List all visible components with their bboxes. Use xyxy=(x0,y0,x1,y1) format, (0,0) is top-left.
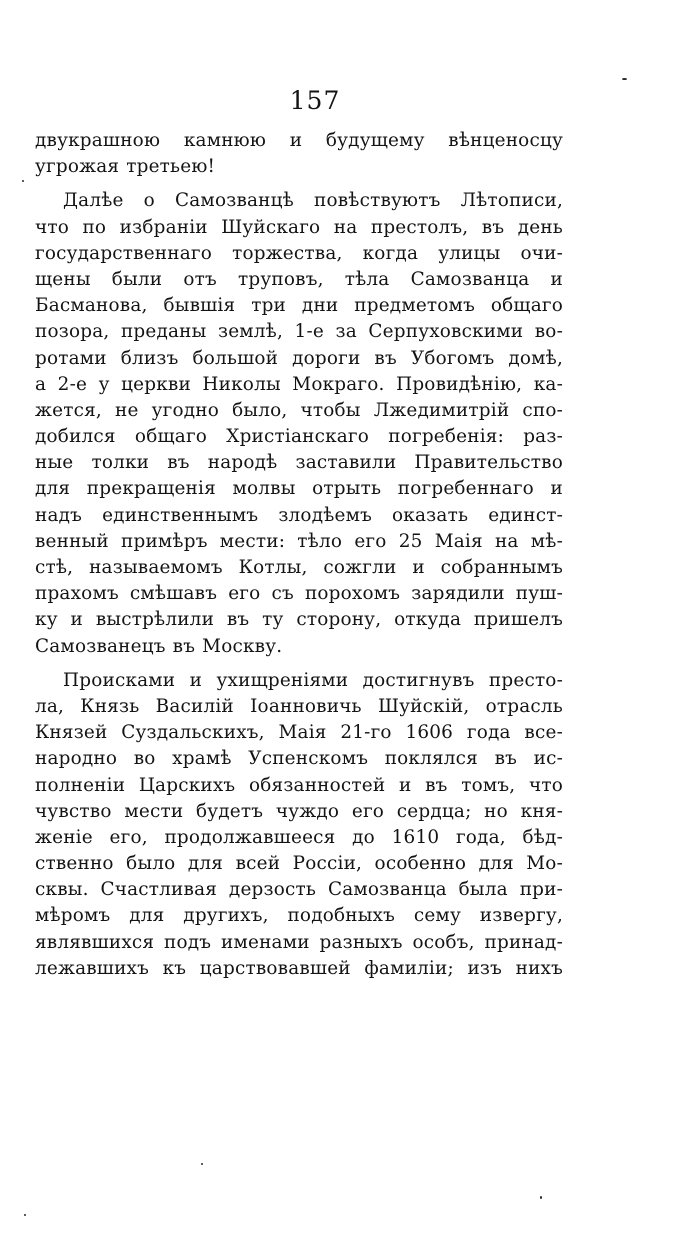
text-line: жется, не угодно было, чтобы Лжедимитрій спо- xyxy=(35,399,563,421)
text-line: Происками и ухищреніями достигнувъ престо- xyxy=(63,669,563,691)
text-line: являвшихся подъ именами разныхъ особъ, принад- xyxy=(35,931,563,953)
print-speck xyxy=(24,1214,26,1216)
text-line: Далѣе о Самозванцѣ повѣствуютъ Лѣтописи, xyxy=(63,190,563,212)
text-line: Самозванецъ въ Москву. xyxy=(35,635,283,657)
text-line: угрожая третьею! xyxy=(35,156,216,178)
text-line: лежавшихъ къ царствовавшей фамиліи; изъ нихъ xyxy=(35,957,563,979)
text-line: мѣромъ для другихъ, подобныхъ сему извергу, xyxy=(35,905,563,927)
print-speck xyxy=(22,180,24,182)
text-line: сквы. Счастливая дерзость Самозванца была при- xyxy=(35,879,563,901)
text-line: Князей Суздальскихъ, Маія 21-го 1606 года все- xyxy=(35,722,563,744)
text-line: ственно было для всей Россіи, особенно для Мо- xyxy=(35,853,563,875)
text-line: народно во храмѣ Успенскомъ поклялся въ ис- xyxy=(35,748,563,770)
text-line: надъ единственнымъ злодѣемъ оказать единст- xyxy=(35,504,563,526)
text-line: стѣ, называемомъ Котлы, сожгли и собраннымъ xyxy=(35,557,563,578)
text-line: а 2-е у церкви Николы Мокраго. Провидѣнію, ка- xyxy=(35,373,563,395)
page-number: 157 xyxy=(289,86,341,115)
text-line: Басманова, бывшія три дни предметомъ общаго xyxy=(35,295,563,317)
text-line: государственнаго торжества, когда улицы очи- xyxy=(35,242,563,264)
text-line: ку и выстрѣлили въ ту сторону, откуда пришелъ xyxy=(35,609,563,631)
text-line: венный примѣръ мести: тѣло его 25 Маія на мѣ- xyxy=(35,530,563,552)
text-line: для прекращенія молвы отрыть погребеннаго и xyxy=(35,478,563,500)
text-line: прахомъ смѣшавъ его съ порохомъ зарядили пуш- xyxy=(35,583,563,605)
print-speck xyxy=(201,1163,203,1165)
text-line: женіе его, продолжавшееся до 1610 года, бѣд- xyxy=(35,826,563,848)
text-line: полненіи Царскихъ обязанностей и въ томъ, что xyxy=(35,774,563,796)
print-speck xyxy=(540,1196,542,1199)
text-line: щены были отъ труповъ, тѣла Самозванца и xyxy=(35,268,563,290)
text-line: ротами близъ большой дороги въ Убогомъ домѣ, xyxy=(35,347,563,369)
text-line: что по избраніи Шуйскаго на престолъ, въ день xyxy=(35,216,563,238)
text-line: ные толки въ народѣ заставили Правительство xyxy=(35,452,563,474)
text-line: ла, Князь Василій Іоанновичь Шуйскій, отрасль xyxy=(35,695,563,717)
text-line: позора, преданы землѣ, 1-е за Серпуховскими во- xyxy=(35,321,563,343)
text-line: двукрашною камнюю и будущему вѣнценосцу xyxy=(35,130,563,151)
text-line: добился общаго Христіанскаго погребенія: раз- xyxy=(35,426,563,448)
print-speck xyxy=(622,78,627,80)
page-body xyxy=(35,128,563,982)
text-line: чувство мести будетъ чуждо его сердца; но кня- xyxy=(35,800,563,822)
